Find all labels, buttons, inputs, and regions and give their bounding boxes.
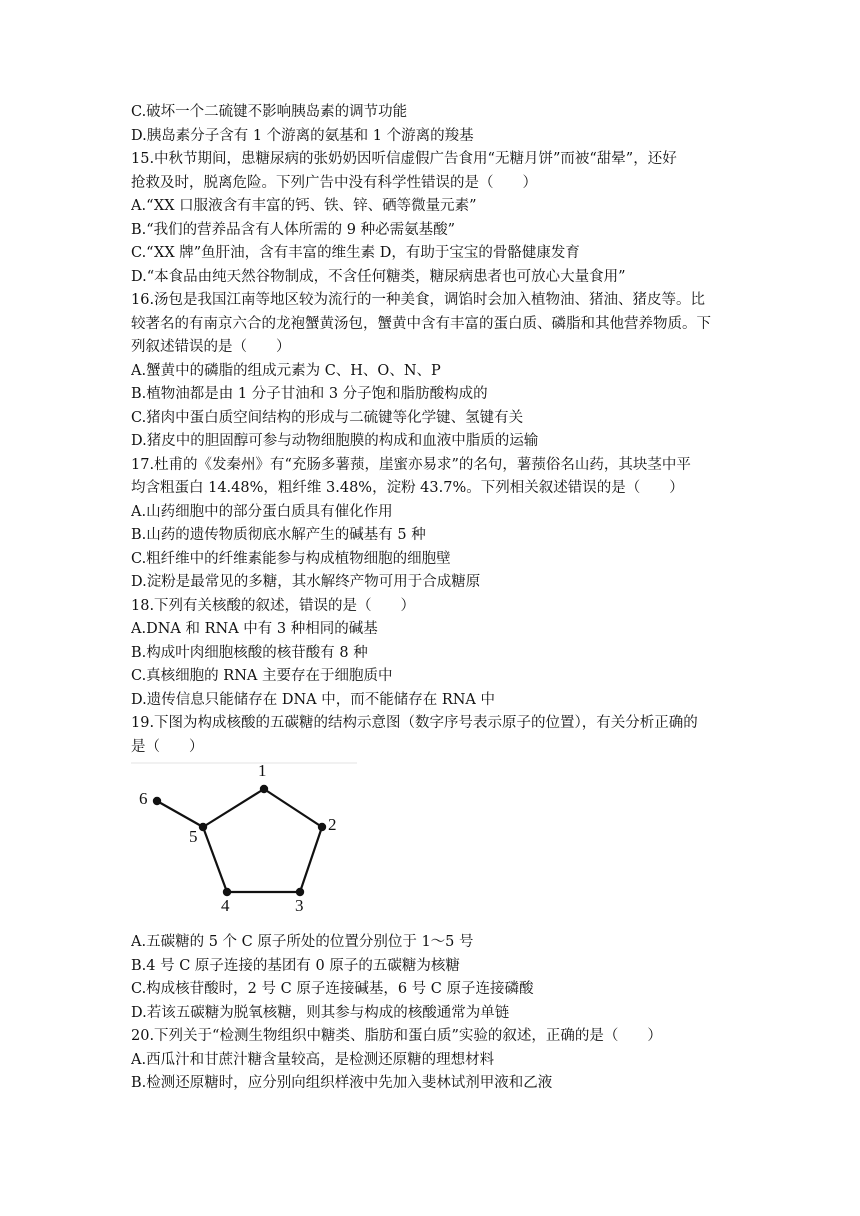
q20-option-b: B.检测还原糖时，应分别向组织样液中先加入斐林试剂甲液和乙液 <box>131 1075 553 1091</box>
pentagon-ring <box>157 789 322 892</box>
q18-option-d: D.遗传信息只能储存在 DNA 中，而不能储存在 RNA 中 <box>131 691 496 708</box>
q15-option-c: C.“XX 牌”鱼肝油，含有丰富的维生素 D，有助于宝宝的骨骼健康发育 <box>131 245 580 261</box>
q17-option-d: D.淀粉是最常见的多糖，其水解终产物可用于合成糖原 <box>131 574 481 590</box>
q16-option-a: A.蟹黄中的磷脂的组成元素为 C、H、O、N、P <box>131 362 441 379</box>
bond-5-1 <box>203 789 264 827</box>
q19-stem-line1: 19.下图为构成核酸的五碳糖的结构示意图（数字序号表示原子的位置），有关分析正确的 <box>131 715 698 731</box>
q18-option-b: B.构成叶肉细胞核酸的核苷酸有 8 种 <box>131 644 368 661</box>
q17-option-a: A.山药细胞中的部分蛋白质具有催化作用 <box>131 503 393 520</box>
pentose-structure-figure <box>131 761 371 929</box>
q19-stem-line2: 是（ ） <box>131 738 204 755</box>
atom-6 <box>153 797 161 805</box>
bond-1-2 <box>264 789 322 827</box>
q16-option-b: B.植物油都是由 1 分子甘油和 3 分子饱和脂肪酸构成的 <box>131 386 488 402</box>
bond-5-6 <box>157 801 203 827</box>
label-2: 2 <box>328 815 337 834</box>
q19-option-a: A.五碳糖的 5 个 C 原子所处的位置分别位于 1～5 号 <box>131 934 474 950</box>
atom-1 <box>260 785 268 793</box>
q16-option-c: C.猪肉中蛋白质空间结构的形成与二硫键等化学键、氢键有关 <box>131 409 524 426</box>
q17-option-c: C.粗纤维中的纤维素能参与构成植物细胞的细胞壁 <box>131 550 451 567</box>
q18-option-c: C.真核细胞的 RNA 主要存在于细胞质中 <box>131 668 393 684</box>
atom-nodes <box>153 785 326 896</box>
label-4: 4 <box>221 896 230 915</box>
exam-page <box>131 101 731 1096</box>
q14-option-d: D.胰岛素分子含有 1 个游离的氨基和 1 个游离的羧基 <box>131 127 474 144</box>
q17-stem-line2: 均含粗蛋白 14.48%，粗纤维 3.48%，淀粉 43.7%。下列相关叙述错误的是（ ） <box>131 480 684 496</box>
q16-option-d: D.猪皮中的胆固醇可参与动物细胞膜的构成和血液中脂质的运输 <box>131 433 539 449</box>
q18-option-a: A.DNA 和 RNA 中有 3 种相同的碱基 <box>131 621 378 637</box>
q17-option-b: B.山药的遗传物质彻底水解产生的碱基有 5 种 <box>131 527 426 543</box>
atom-4 <box>223 888 231 896</box>
q20-stem-line1: 20.下列关于“检测生物组织中糖类、脂肪和蛋白质”实验的叙述，正确的是（ ） <box>131 1028 662 1044</box>
q15-stem-line2: 抢救及时，脱离危险。下列广告中没有科学性错误的是（ ） <box>131 174 537 191</box>
q20-option-a: A.西瓜汁和甘蔗汁糖含量较高，是检测还原糖的理想材料 <box>131 1051 495 1068</box>
label-3: 3 <box>295 896 304 915</box>
atom-2 <box>318 823 326 831</box>
q16-stem-line1: 16.汤包是我国江南等地区较为流行的一种美食，调馅时会加入植物油、猪油、猪皮等。比 <box>131 292 706 308</box>
q18-stem-line1: 18.下列有关核酸的叙述，错误的是（ ） <box>131 597 416 614</box>
q15-stem-line1: 15.中秋节期间，患糖尿病的张奶奶因听信虚假广告食用“无糖月饼”而被“甜晕”，还好 <box>131 151 677 167</box>
atom-5 <box>199 823 207 831</box>
q19-option-b: B.4 号 C 原子连接的基团有 0 原子的五碳糖为核糖 <box>131 957 460 974</box>
bond-4-5 <box>203 827 227 892</box>
atom-3 <box>296 888 304 896</box>
q15-option-d: D.“本食品由纯天然谷物制成，不含任何糖类，糖尿病患者也可放心大量食用” <box>131 268 626 285</box>
label-6: 6 <box>139 789 148 808</box>
label-1: 1 <box>258 761 267 780</box>
pentose-diagram <box>131 761 371 929</box>
q19-option-d: D.若该五碳糖为脱氧核糖，则其参与构成的核酸通常为单链 <box>131 1004 510 1021</box>
bond-2-3 <box>300 827 322 892</box>
q17-stem-line1: 17.杜甫的《发秦州》有“充肠多薯蓣，崖蜜亦易求”的名句，薯蓣俗名山药，其块茎中平 <box>131 456 691 473</box>
q15-option-a: A.“XX 口服液含有丰富的钙、铁、锌、硒等微量元素” <box>131 198 477 214</box>
q16-stem-line3: 列叙述错误的是（ ） <box>131 339 291 355</box>
q16-stem-line2: 较著名的有南京六合的龙袍蟹黄汤包，蟹黄中含有丰富的蛋白质、磷脂和其他营养物质。下 <box>131 315 711 332</box>
label-5: 5 <box>189 827 198 846</box>
q15-option-b: B.“我们的营养品含有人体所需的 9 种必需氨基酸” <box>131 221 456 238</box>
q14-option-c: C.破坏一个二硫键不影响胰岛素的调节功能 <box>131 104 408 120</box>
q19-option-c: C.构成核苷酸时，2 号 C 原子连接碱基，6 号 C 原子连接磷酸 <box>131 981 534 997</box>
